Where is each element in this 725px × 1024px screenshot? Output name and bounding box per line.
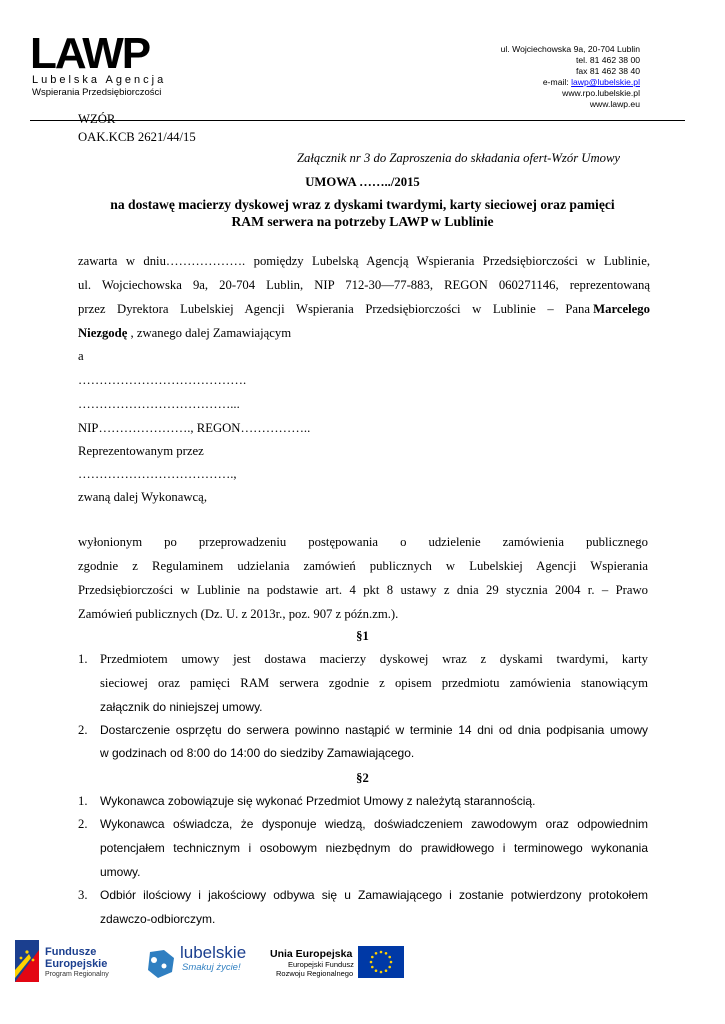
s2-item-3-number: 3. xyxy=(78,888,88,902)
s2-item-1-number: 1. xyxy=(78,794,88,808)
fe-line-2: Europejskie xyxy=(45,958,108,970)
party-connector: a xyxy=(78,349,84,363)
contractor-label: zwaną dalej Wykonawcą, xyxy=(78,490,207,504)
ue-line-1: Unia Europejska xyxy=(270,948,353,960)
representative-blank: ………………………………., xyxy=(78,467,237,481)
eu-flag-icon xyxy=(358,946,404,978)
contractor-name-last: Niezgodę xyxy=(78,326,128,340)
nip-regon-blank: NIP…………………., REGON…………….. xyxy=(78,421,311,435)
logo-subtitle-2: Wspierania Przedsiębiorczości xyxy=(32,87,162,98)
fe-line-1: Fundusze xyxy=(45,946,97,958)
contractor-address-blank: ………………………………... xyxy=(78,397,240,411)
intro-line-3-text: przez Dyrektora Lubelskiej Agencji Wspierania Przedsiębiorczości w Lublinie – Pana xyxy=(78,302,590,316)
intro-line-3 xyxy=(78,301,650,317)
contact-address: ul. Wojciechowska 9a, 20-704 Lublin xyxy=(500,44,640,54)
contact-email-row xyxy=(501,77,640,88)
reference-number: OAK.KCB 2621/44/15 xyxy=(78,130,196,144)
section-1-heading: §1 xyxy=(356,629,369,643)
s1-item-1-line-2: sieciowej oraz pamięci RAM serwera zgodnie z opisem przedmiotu zamówienia stanowiącym xyxy=(100,676,648,690)
selection-line-1: wyłonionym po przeprowadzeniu postępowania o udzielenie zamówienia publicznego xyxy=(78,535,648,549)
contact-email-prefix: e-mail: xyxy=(542,77,572,87)
selection-line-2: zgodnie z Regulaminem udzielania zamówień publicznych w Lubelskiej Agencji Wspierania xyxy=(78,559,648,573)
wzor-label: WZÓR xyxy=(78,112,116,126)
annex-note: Załącznik nr 3 do Zaproszenia do składania ofert-Wzór Umowy xyxy=(297,151,621,165)
lubelskie-logo xyxy=(180,944,246,974)
ue-line-2: Europejski Fundusz xyxy=(288,960,354,969)
fe-line-3: Program Regionalny xyxy=(45,971,109,978)
contact-block xyxy=(501,44,640,110)
contract-subject-2: RAM serwera na potrzeby LAWP w Lublinie xyxy=(231,214,494,229)
intro-line-1: zawarta w dniu………………. pomiędzy Lubelską Agencją Wspierania Przedsiębiorczości w Lublinie, xyxy=(78,254,650,268)
intro-line-2: ul. Wojciechowska 9a, 20-704 Lublin, NIP 712-30—77-883, REGON 060271146, reprezentowaną xyxy=(78,278,650,292)
s1-item-1-number: 1. xyxy=(78,652,88,666)
contact-fax: fax 81 462 38 40 xyxy=(575,66,640,76)
contact-email-link[interactable]: lawp@lubelskie.pl xyxy=(571,77,640,87)
s1-item-2-line-2: w godzinach od 8:00 do 14:00 do siedziby Zamawiającego. xyxy=(100,746,415,760)
s2-item-2-number: 2. xyxy=(78,817,88,831)
contractor-name-blank: …………………………………. xyxy=(78,373,247,387)
lubelskie-tagline: Smakuj życie! xyxy=(182,962,241,973)
represented-by: Reprezentowanym przez xyxy=(78,444,204,458)
contractor-name-first: Marcelego xyxy=(593,302,650,316)
contact-web1: www.rpo.lubelskie.pl xyxy=(562,88,640,98)
fundusze-europejskie-logo-icon xyxy=(15,940,39,982)
selection-line-4: Zamówień publicznych (Dz. U. z 2013r., poz. 907 z późn.zm.). xyxy=(78,607,399,621)
s2-item-2-line-3: umowy. xyxy=(100,865,141,879)
s1-item-1-line-1: Przedmiotem umowy jest dostawa macierzy dyskowej wraz z dyskami twardymi, karty xyxy=(100,652,648,666)
s2-item-2-line-1: Wykonawca oświadcza, że dysponuje wiedzą, doświadczeniem zawodowym oraz odpowiednim xyxy=(100,817,648,831)
contact-web2: www.lawp.eu xyxy=(589,99,640,109)
s2-item-2-line-2: potencjałem technicznym i osobowym niezbędnym do prawidłowego i terminowego wykonania xyxy=(100,841,648,855)
contract-subject-1: na dostawę macierzy dyskowej wraz z dyskami twardymi, karty sieciowej oraz pamięci xyxy=(110,197,615,212)
contact-tel: tel. 81 462 38 00 xyxy=(575,55,640,65)
logo-subtitle-1: Lubelska Agencja xyxy=(32,74,167,86)
lawp-logo: LAWP xyxy=(30,29,150,78)
s1-item-2-number: 2. xyxy=(78,723,88,737)
header-divider xyxy=(30,120,685,121)
selection-line-3: Przedsiębiorczości w Lublinie na podstawie art. 4 pkt 8 ustawy z dnia 29 stycznia 2004 r. – Prawo xyxy=(78,583,648,597)
s1-item-2-line-1: Dostarczenie osprzętu do serwera powinno nastąpić w terminie 14 dni od dnia podpisania umowy xyxy=(100,723,648,737)
unia-europejska-logo xyxy=(270,948,354,978)
s2-item-3-line-2: zdawczo-odbiorczym. xyxy=(100,912,216,926)
contract-title: UMOWA ……../2015 xyxy=(305,175,420,189)
fundusze-europejskie-logo xyxy=(45,946,109,979)
lubelskie-wordmark: lubelskie xyxy=(180,943,247,962)
intro-line-4 xyxy=(78,325,291,341)
s1-item-1-line-3: załącznik do niniejszej umowy. xyxy=(100,700,263,714)
s2-item-1-line-1: Wykonawca zobowiązuje się wykonać Przedmiot Umowy z należytą starannością. xyxy=(100,794,536,808)
s2-item-3-line-1: Odbiór ilościowy i jakościowy odbywa się u Zamawiającego i zostanie potwierdzony protokołem xyxy=(100,888,648,902)
ue-line-3: Rozwoju Regionalnego xyxy=(276,969,354,978)
intro-line-4-rest: , zwanego dalej Zamawiającym xyxy=(127,326,292,340)
lubelskie-logo-icon xyxy=(144,950,178,978)
section-2-heading: §2 xyxy=(356,771,369,785)
